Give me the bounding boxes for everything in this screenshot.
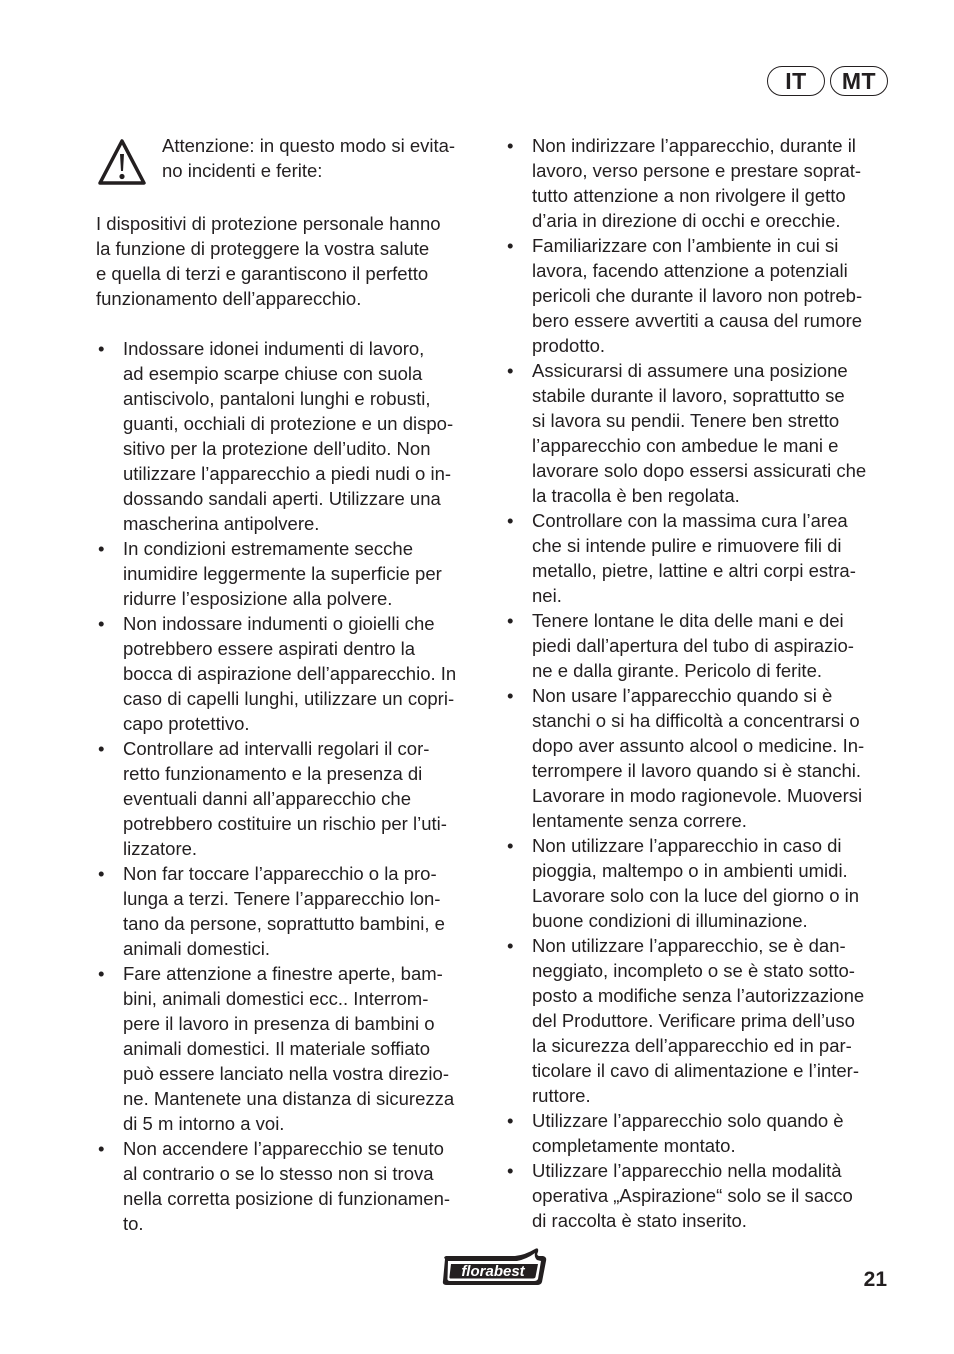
- list-item: • In condizioni estremamente secche inumidire leggermente la superficie per ridurre l’esposizione alla polvere.: [96, 536, 482, 611]
- left-column: [96, 133, 482, 1236]
- list-item: • Controllare con la massima cura l’area che si intende pulire e rimuovere fili di metallo, pietre, lattine e altri corpi estra- nei.: [505, 508, 897, 608]
- warning-triangle-icon: [98, 138, 146, 186]
- logo-text: florabest: [461, 1263, 525, 1280]
- warning-notice: [96, 133, 482, 186]
- list-item: • Indossare idonei indumenti di lavoro, ad esempio scarpe chiuse con suola antiscivolo, pantaloni lunghi e robusti, guanti, occhiali di protezione e un dispo- sitivo per la protezione dell’udito. Non utilizzare l’apparecchio a piedi nudi o in- dossando sandali aperti. Utilizzare una mascherina antipolvere.: [96, 336, 482, 536]
- list-item: • Utilizzare l’apparecchio solo quando è completamente montato.: [505, 1108, 897, 1158]
- list-item: • Tenere lontane le dita delle mani e dei piedi dall’apertura del tubo di aspirazio- ne e dalla girante. Pericolo di ferite.: [505, 608, 897, 683]
- right-bullet-list: [505, 133, 897, 1233]
- list-item: • Non utilizzare l’apparecchio in caso di pioggia, maltempo o in ambienti umidi. Lavorare solo con la luce del giorno o in buone condizioni di illuminazione.: [505, 833, 897, 933]
- intro-paragraph: I dispositivi di protezione personale hanno la funzione di proteggere la vostra salute e quella di terzi e garantiscono il perfetto funzionamento dell’apparecchio.: [96, 213, 441, 309]
- list-item: • Controllare ad intervalli regolari il cor- retto funzionamento e la presenza di eventuali danni all’apparecchio che potrebbero costituire un rischio per l’uti- lizzatore.: [96, 736, 482, 861]
- list-item: • Fare attenzione a finestre aperte, bam- bini, animali domestici ecc.. Interrom- pere il lavoro in presenza di bambini o animali domestici. Il materiale soffiato può essere lanciato nella vostra direzio- ne. Mantenete una distanza di sicurezza di 5 m intorno a voi.: [96, 961, 482, 1136]
- list-item: • Non indossare indumenti o gioielli che potrebbero essere aspirati dentro la bocca di aspirazione dell’apparecchio. In caso di capelli lunghi, utilizzare un copri- capo protettivo.: [96, 611, 482, 736]
- warning-text: Attenzione: in questo modo si evita- no incidenti e ferite:: [162, 135, 456, 181]
- language-badges: [767, 66, 888, 96]
- list-item: • Familiarizzare con l’ambiente in cui si lavora, facendo attenzione a potenziali pericoli che durante il lavoro non potreb- bero essere avvertiti a causa del rumore prodotto.: [505, 233, 897, 358]
- left-bullet-list: [96, 336, 482, 1236]
- list-item: • Non usare l’apparecchio quando si è stanchi o si ha difficoltà a concentrarsi o dopo aver assunto alcool o medicine. In- terrompere il lavoro quando si è stanchi. Lavorare in modo ragionevole. Muoversi lentamente senza correre.: [505, 683, 897, 833]
- right-column: [505, 133, 897, 1233]
- list-item: • Non accendere l’apparecchio se tenuto al contrario o se lo stesso non si trova nella corretta posizione di funzionamen- to.: [96, 1136, 482, 1236]
- list-item: • Utilizzare l’apparecchio nella modalità operativa „Aspirazione“ solo se il sacco di raccolta è stato inserito.: [505, 1158, 897, 1233]
- list-item: • Assicurarsi di assumere una posizione stabile durante il lavoro, soprattutto se si lavora su pendii. Tenere ben stretto l’apparecchio con ambedue le mani e lavorare solo dopo essersi assicurati che la tracolla è ben regolata.: [505, 358, 897, 508]
- list-item: • Non far toccare l’apparecchio o la pro- lunga a terzi. Tenere l’apparecchio lon- tano da persone, soprattutto bambini, e animali domestici.: [96, 861, 482, 961]
- list-item: • Non indirizzare l’apparecchio, durante il lavoro, verso persone e prestare soprat- tutto attenzione a non rivolgere il getto d’aria in direzione di occhi e orecchie.: [505, 133, 897, 233]
- language-badge-mt: MT: [830, 66, 888, 96]
- language-badge-it: IT: [767, 66, 825, 96]
- page-number: 21: [863, 1268, 887, 1291]
- florabest-logo: [439, 1245, 551, 1289]
- list-item: • Non utilizzare l’apparecchio, se è dan- neggiato, incompleto o se è stato sotto- posto a modifiche senza l’autorizzazione del Produttore. Verificare prima dell’uso la sicurezza dell’apparecchio ed in par- ticolare il cavo di alimentazione e l’inter- ruttore.: [505, 933, 897, 1108]
